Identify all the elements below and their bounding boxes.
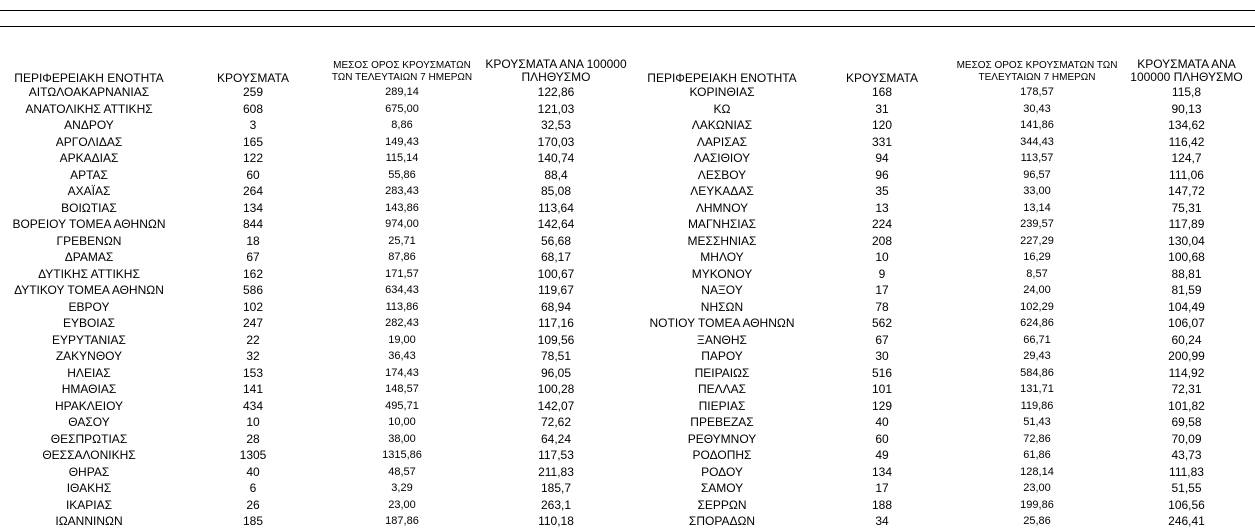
- cell-cases: 165: [242, 134, 264, 149]
- cell-cases: 18: [246, 233, 260, 248]
- cell-region: ΠΕΙΡΑΙΩΣ: [694, 365, 750, 380]
- cell-cases: 102: [242, 299, 264, 314]
- cell-region: ΔΥΤΙΚΟΥ ΤΟΜΕΑ ΑΘΗΝΩΝ: [14, 283, 164, 297]
- cell-region: ΠΕΛΛΑΣ: [697, 382, 747, 396]
- cell-avg7: 33,00: [1023, 185, 1051, 197]
- cell-cases: 30: [875, 349, 889, 363]
- cell-region: ΑΡΚΑΔΙΑΣ: [59, 151, 119, 165]
- cell-region: ΕΒΡΟΥ: [68, 299, 110, 314]
- cell-region: ΘΗΡΑΣ: [68, 464, 110, 479]
- cell-region: ΑΝΑΤΟΛΙΚΗΣ ΑΤΤΙΚΗΣ: [25, 101, 153, 116]
- cell-avg7: 143,86: [385, 201, 419, 214]
- cell-per100k: 109,56: [537, 332, 575, 347]
- cell-per100k: 140,74: [537, 151, 575, 165]
- cell-avg7: 1315,86: [382, 449, 422, 461]
- cell-per100k: 113,64: [538, 200, 574, 215]
- cell-cases: 96: [875, 167, 889, 182]
- cell-avg7: 624,86: [1020, 317, 1054, 329]
- cell-avg7: 8,86: [391, 119, 413, 131]
- cell-region: ΝΟΤΙΟΥ ΤΟΜΕΑ ΑΘΗΝΩΝ: [649, 316, 795, 330]
- cell-cases: 40: [875, 415, 889, 429]
- cell-cases: 67: [875, 332, 889, 347]
- cell-cases: 168: [871, 85, 893, 99]
- cell-region: ΕΥΒΟΙΑΣ: [62, 316, 116, 330]
- cell-per100k: 124,7: [1171, 151, 1202, 165]
- cell-per100k: 100,68: [1168, 250, 1205, 264]
- cell-avg7: 23,00: [1023, 482, 1051, 494]
- cell-region: ΙΘΑΚΗΣ: [66, 481, 112, 495]
- cell-cases: 49: [875, 448, 889, 462]
- header-cases-right: ΚΡΟΥΣΜΑΤΑ: [846, 71, 918, 85]
- cell-avg7: 199,86: [1020, 498, 1054, 511]
- cell-region: ΖΑΚΥΝΘΟΥ: [55, 349, 123, 363]
- cell-region: ΝΗΣΩΝ: [700, 299, 744, 314]
- cell-cases: 208: [871, 233, 893, 248]
- cell-cases: 9: [878, 266, 886, 281]
- cell-avg7: 87,86: [388, 251, 416, 263]
- cell-per100k: 101,82: [1168, 398, 1205, 413]
- cell-region: ΑΧΑΪΑΣ: [67, 184, 111, 198]
- cell-region: ΡΟΔΟΥ: [701, 464, 743, 479]
- cell-per100k: 142,07: [537, 398, 575, 413]
- header-avg7-left: ΜΕΣΟΣ ΟΡΟΣ ΚΡΟΥΣΜΑΤΩΝ ΤΩΝ ΤΕΛΕΥΤΑΙΩΝ 7 ΗΜΕΡΩΝ: [331, 60, 473, 83]
- header-region-left: ΠΕΡΙΦΕΡΕΙΑΚΗ ΕΝΟΤΗΤΑ: [14, 71, 164, 85]
- cell-per100k: 117,53: [538, 448, 574, 462]
- cell-per100k: 111,06: [1169, 167, 1204, 182]
- cell-region: ΣΑΜΟΥ: [700, 481, 744, 495]
- cell-region: ΘΕΣΣΑΛΟΝΙΚΗΣ: [42, 448, 136, 462]
- cell-per100k: 110,18: [538, 514, 574, 528]
- top-rule: [0, 10, 1255, 11]
- cell-region: ΠΑΡΟΥ: [701, 349, 743, 363]
- cell-avg7: 36,43: [388, 350, 416, 362]
- cell-per100k: 70,09: [1171, 431, 1202, 446]
- cell-region: ΜΑΓΝΗΣΙΑΣ: [687, 217, 757, 231]
- cell-per100k: 81,59: [1171, 283, 1202, 297]
- cell-cases: 34: [875, 514, 889, 528]
- cell-per100k: 130,04: [1168, 233, 1205, 248]
- cell-cases: 122: [242, 151, 264, 165]
- cell-region: ΜΕΣΣΗΝΙΑΣ: [687, 233, 757, 248]
- cell-region: ΑΝΔΡΟΥ: [64, 118, 114, 132]
- cell-cases: 10: [875, 250, 889, 264]
- cell-avg7: 19,00: [388, 333, 416, 346]
- cell-region: ΡΟΔΟΠΗΣ: [692, 448, 752, 462]
- cell-cases: 129: [871, 398, 893, 413]
- cell-cases: 17: [875, 283, 889, 297]
- cell-per100k: 116,42: [1168, 134, 1205, 149]
- cell-per100k: 78,51: [540, 349, 572, 363]
- cell-cases: 185: [242, 514, 264, 528]
- cell-avg7: 96,57: [1023, 168, 1051, 181]
- cell-per100k: 69,58: [1171, 415, 1202, 429]
- cell-region: ΣΠΟΡΑΔΩΝ: [688, 514, 756, 528]
- cell-avg7: 584,86: [1020, 366, 1054, 379]
- cell-avg7: 115,14: [385, 152, 419, 164]
- cell-avg7: 974,00: [385, 218, 419, 230]
- cell-region: ΛΑΣΙΘΙΟΥ: [693, 151, 751, 165]
- cell-avg7: 102,29: [1020, 300, 1054, 313]
- cell-per100k: 51,55: [1171, 481, 1202, 495]
- cell-region: ΒΟΙΩΤΙΑΣ: [61, 200, 117, 215]
- cell-per100k: 263,1: [540, 497, 572, 512]
- cell-cases: 134: [242, 200, 264, 215]
- cell-per100k: 106,56: [1168, 497, 1205, 512]
- cell-avg7: 24,00: [1023, 284, 1051, 296]
- cell-region: ΛΕΥΚΑΔΑΣ: [690, 184, 754, 198]
- cell-region: ΑΡΓΟΛΙΔΑΣ: [55, 134, 123, 149]
- cell-cases: 60: [875, 431, 889, 446]
- cell-cases: 141: [242, 382, 264, 396]
- cell-region: ΝΑΞΟΥ: [701, 283, 743, 297]
- cell-cases: 162: [242, 266, 264, 281]
- cell-avg7: 344,43: [1020, 135, 1054, 148]
- header-region-right: ΠΕΡΙΦΕΡΕΙΑΚΗ ΕΝΟΤΗΤΑ: [647, 71, 797, 85]
- cell-avg7: 634,43: [385, 284, 419, 296]
- cell-region: ΜΥΚΟΝΟΥ: [691, 266, 753, 281]
- cell-region: ΣΕΡΡΩΝ: [697, 497, 747, 512]
- cell-region: ΜΗΛΟΥ: [700, 250, 744, 264]
- cell-region: ΔΡΑΜΑΣ: [64, 250, 114, 264]
- cell-per100k: 117,16: [538, 316, 574, 330]
- cell-avg7: 66,71: [1023, 333, 1051, 346]
- cell-per100k: 100,28: [537, 382, 575, 396]
- cell-avg7: 61,86: [1023, 449, 1051, 461]
- cell-region: ΒΟΡΕΙΟΥ ΤΟΜΕΑ ΑΘΗΝΩΝ: [12, 217, 166, 231]
- cell-cases: 13: [875, 200, 889, 215]
- cell-region: ΘΑΣΟΥ: [68, 415, 110, 429]
- cell-avg7: 29,43: [1023, 350, 1051, 362]
- cell-per100k: 68,94: [540, 299, 572, 314]
- cell-per100k: 121,03: [537, 101, 575, 116]
- header-avg7-right: ΜΕΣΟΣ ΟΡΟΣ ΚΡΟΥΣΜΑΤΩΝ ΤΩΝ ΤΕΛΕΥΤΑΙΩΝ 7 ΗΜΕΡΩΝ: [956, 60, 1118, 83]
- cell-per100k: 111,83: [1169, 464, 1204, 479]
- cell-region: ΙΩΑΝΝΙΝΩΝ: [55, 514, 123, 528]
- cell-per100k: 134,62: [1168, 118, 1205, 132]
- cell-cases: 153: [242, 365, 264, 380]
- cell-cases: 224: [871, 217, 893, 231]
- cell-cases: 67: [246, 250, 260, 264]
- cell-per100k: 100,67: [537, 266, 575, 281]
- cell-region: ΗΡΑΚΛΕΙΟΥ: [54, 398, 124, 413]
- cell-per100k: 117,89: [1168, 217, 1205, 231]
- cell-cases: 608: [242, 101, 264, 116]
- cell-per100k: 142,64: [537, 217, 575, 231]
- cell-region: ΔΥΤΙΚΗΣ ΑΤΤΙΚΗΣ: [38, 266, 140, 281]
- cell-cases: 264: [242, 184, 264, 198]
- cell-avg7: 25,86: [1023, 515, 1051, 527]
- cell-per100k: 72,62: [540, 415, 572, 429]
- cell-cases: 40: [246, 464, 260, 479]
- cell-cases: 31: [875, 101, 889, 116]
- cell-per100k: 32,53: [540, 118, 572, 132]
- cell-avg7: 13,14: [1023, 201, 1051, 214]
- cell-avg7: 675,00: [385, 102, 419, 115]
- cell-avg7: 51,43: [1023, 416, 1051, 428]
- cell-per100k: 122,86: [537, 85, 575, 99]
- cell-avg7: 113,86: [385, 300, 419, 313]
- cell-per100k: 104,49: [1168, 299, 1205, 314]
- cell-cases: 78: [875, 299, 889, 314]
- cell-avg7: 72,86: [1023, 432, 1051, 445]
- cell-avg7: 174,43: [385, 366, 419, 379]
- cell-avg7: 282,43: [385, 317, 419, 329]
- cell-cases: 22: [246, 332, 260, 347]
- cell-avg7: 16,29: [1023, 251, 1051, 263]
- cell-cases: 35: [875, 184, 889, 198]
- cell-region: ΡΕΘΥΜΝΟΥ: [687, 431, 757, 446]
- cell-per100k: 200,99: [1168, 349, 1205, 363]
- cell-avg7: 23,00: [388, 498, 416, 511]
- cell-region: ΗΜΑΘΙΑΣ: [61, 382, 117, 396]
- cell-cases: 6: [249, 481, 257, 495]
- cell-avg7: 171,57: [385, 267, 419, 280]
- cell-avg7: 113,57: [1020, 152, 1054, 164]
- cell-region: ΓΡΕΒΕΝΩΝ: [56, 233, 122, 248]
- header-per100k-left: ΚΡΟΥΣΜΑΤΑ ΑΝΑ 100000 ΠΛΗΘΥΣΜΟ: [485, 57, 627, 84]
- cell-cases: 32: [246, 349, 260, 363]
- cases-table: [0, 52, 1255, 530]
- cell-cases: 26: [246, 497, 260, 512]
- cell-per100k: 60,24: [1171, 332, 1202, 347]
- cell-region: ΗΛΕΙΑΣ: [67, 365, 111, 380]
- cell-avg7: 38,00: [388, 432, 416, 445]
- cell-cases: 844: [242, 217, 264, 231]
- cell-avg7: 495,71: [385, 399, 419, 412]
- cell-cases: 17: [875, 481, 889, 495]
- cell-per100k: 170,03: [537, 134, 575, 149]
- cell-per100k: 114,92: [1168, 365, 1205, 380]
- cell-region: ΕΥΡΥΤΑΝΙΑΣ: [52, 332, 126, 347]
- cell-avg7: 187,86: [385, 515, 419, 527]
- cell-avg7: 30,43: [1023, 102, 1051, 115]
- cell-avg7: 141,86: [1020, 119, 1054, 131]
- cell-region: ΠΡΕΒΕΖΑΣ: [690, 415, 754, 429]
- cell-region: ΘΕΣΠΡΩΤΙΑΣ: [50, 431, 128, 446]
- cell-cases: 60: [246, 167, 260, 182]
- header-per100k-right: ΚΡΟΥΣΜΑΤΑ ΑΝΑ 100000 ΠΛΗΘΥΣΜΟ: [1130, 57, 1243, 84]
- cell-region: ΛΑΡΙΣΑΣ: [696, 134, 748, 149]
- cell-per100k: 56,68: [540, 233, 572, 248]
- cell-region: ΛΑΚΩΝΙΑΣ: [691, 118, 753, 132]
- cell-avg7: 128,14: [1020, 465, 1054, 478]
- cell-avg7: 283,43: [385, 185, 419, 197]
- cell-cases: 331: [871, 134, 893, 149]
- cell-cases: 259: [242, 85, 264, 99]
- cell-avg7: 148,57: [385, 383, 419, 395]
- cell-avg7: 149,43: [385, 135, 419, 148]
- cell-per100k: 119,67: [538, 283, 574, 297]
- cell-cases: 586: [242, 283, 264, 297]
- cell-region: ΚΟΡΙΝΘΙΑΣ: [689, 85, 755, 99]
- cell-cases: 434: [242, 398, 264, 413]
- cell-region: ΚΩ: [713, 101, 731, 116]
- cell-avg7: 48,57: [388, 465, 416, 478]
- cell-region: ΛΗΜΝΟΥ: [695, 200, 749, 215]
- cell-per100k: 147,72: [1168, 184, 1205, 198]
- cell-avg7: 55,86: [388, 168, 416, 181]
- cell-region: ΛΕΣΒΟΥ: [697, 167, 747, 182]
- cell-avg7: 289,14: [385, 86, 419, 98]
- cell-avg7: 239,57: [1020, 218, 1054, 230]
- cell-per100k: 88,4: [544, 167, 568, 182]
- cell-per100k: 88,81: [1171, 266, 1202, 281]
- cell-per100k: 211,83: [538, 464, 574, 479]
- cell-region: ΞΑΝΘΗΣ: [697, 332, 747, 347]
- cell-avg7: 227,29: [1020, 234, 1054, 247]
- cell-per100k: 68,17: [540, 250, 572, 264]
- cell-cases: 188: [871, 497, 893, 512]
- cell-per100k: 96,05: [540, 365, 572, 380]
- cell-per100k: 90,13: [1171, 101, 1202, 116]
- cell-per100k: 185,7: [540, 481, 572, 495]
- cell-avg7: 178,57: [1020, 86, 1054, 98]
- cell-cases: 562: [871, 316, 893, 330]
- header-cases-left: ΚΡΟΥΣΜΑΤΑ: [217, 71, 289, 85]
- cell-per100k: 115,8: [1171, 85, 1202, 99]
- cell-avg7: 3,29: [391, 482, 413, 494]
- cell-cases: 10: [246, 415, 260, 429]
- cell-per100k: 72,31: [1171, 382, 1202, 396]
- cell-per100k: 85,08: [540, 184, 572, 198]
- cell-per100k: 246,41: [1168, 514, 1205, 528]
- cell-cases: 94: [875, 151, 889, 165]
- cell-avg7: 8,57: [1026, 267, 1048, 280]
- cell-cases: 101: [871, 382, 893, 396]
- cell-cases: 516: [871, 365, 893, 380]
- cell-avg7: 25,71: [388, 234, 416, 247]
- cell-region: ΠΙΕΡΙΑΣ: [698, 398, 746, 413]
- cell-per100k: 106,07: [1168, 316, 1205, 330]
- cell-region: ΑΡΤΑΣ: [70, 167, 108, 182]
- cell-cases: 247: [242, 316, 264, 330]
- cell-region: ΙΚΑΡΙΑΣ: [65, 497, 113, 512]
- cell-cases: 1305: [239, 448, 267, 462]
- cell-cases: 3: [249, 118, 257, 132]
- cell-cases: 120: [871, 118, 893, 132]
- cell-avg7: 10,00: [388, 416, 416, 428]
- cell-cases: 134: [871, 464, 893, 479]
- cell-avg7: 119,86: [1020, 399, 1054, 412]
- cell-per100k: 43,73: [1171, 448, 1202, 462]
- header-rule: [0, 26, 1255, 27]
- cell-per100k: 64,24: [540, 431, 572, 446]
- cell-avg7: 131,71: [1020, 383, 1054, 395]
- cell-region: ΑΙΤΩΛΟΑΚΑΡΝΑΝΙΑΣ: [28, 85, 150, 99]
- cell-per100k: 75,31: [1171, 200, 1202, 215]
- cell-cases: 28: [246, 431, 260, 446]
